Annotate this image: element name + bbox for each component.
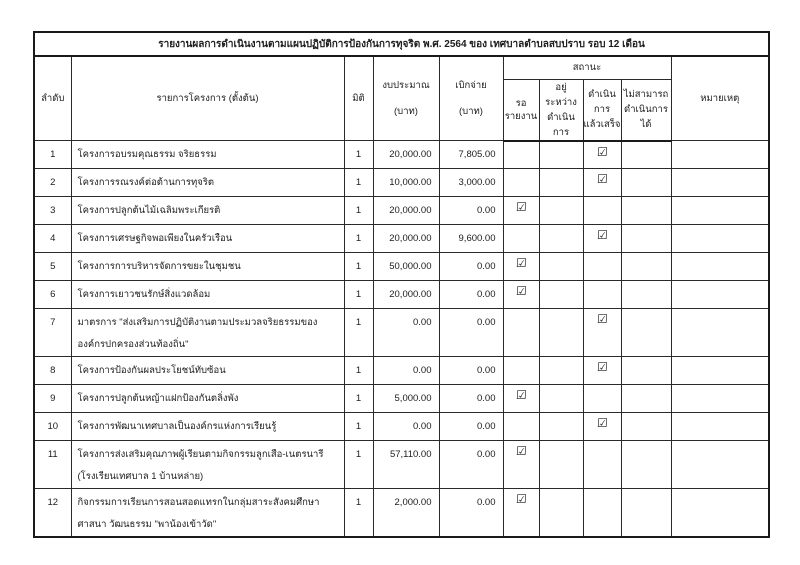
checkbox-check-icon: ☑ — [596, 144, 608, 159]
status-cannot-cell — [621, 253, 671, 281]
checkbox-check-icon: ☑ — [596, 360, 608, 374]
table-row — [34, 169, 769, 197]
header-dimension: มิติ — [344, 56, 373, 141]
status-cannot-cell — [621, 357, 671, 385]
row-number-cell: 9 — [34, 385, 71, 413]
status-in-progress-cell — [539, 253, 583, 281]
table-row — [34, 281, 769, 309]
header-no: ลำดับ — [34, 56, 71, 141]
spent-cell: 0.00 — [439, 281, 503, 309]
project-name-cell: โครงการพัฒนาเทศบาลเป็นองค์กรแห่งการเรียนรู้ — [71, 413, 344, 441]
status-in-progress-cell — [539, 441, 583, 489]
row-number-cell: 5 — [34, 253, 71, 281]
status-waiting-cell — [503, 357, 539, 385]
dimension-cell: 1 — [344, 441, 373, 489]
checkbox-check-icon: ☑ — [515, 492, 527, 506]
dimension-cell: 1 — [344, 253, 373, 281]
dimension-cell: 1 — [344, 489, 373, 538]
dimension-cell: 1 — [344, 385, 373, 413]
budget-cell: 20,000.00 — [373, 225, 439, 253]
checkbox-check-icon: ☑ — [596, 312, 608, 326]
spent-cell: 0.00 — [439, 357, 503, 385]
remark-cell — [671, 141, 769, 169]
status-done-cell — [583, 489, 621, 538]
table-row — [34, 489, 769, 538]
budget-cell: 20,000.00 — [373, 141, 439, 169]
header-status-done-line2: แล้วเสร็จ — [583, 119, 621, 130]
status-in-progress-cell — [539, 141, 583, 169]
status-waiting-cell — [503, 413, 539, 441]
status-done-cell — [583, 441, 621, 489]
status-in-progress-cell — [539, 489, 583, 538]
budget-cell: 20,000.00 — [373, 281, 439, 309]
page-title: รายงานผลการดำเนินงานตามแผนปฏิบัติการป้องกันการทุจริต พ.ศ. 2564 ของ เทศบาลตำบลสบปราบ รอบ 12 เดือน — [34, 32, 769, 56]
checkbox-check-icon: ☑ — [596, 416, 608, 430]
budget-cell: 0.00 — [373, 309, 439, 357]
status-waiting-cell — [503, 225, 539, 253]
spent-cell: 0.00 — [439, 385, 503, 413]
spent-cell: 0.00 — [439, 441, 503, 489]
row-number-cell: 2 — [34, 169, 71, 197]
status-waiting-cell — [503, 141, 539, 169]
status-waiting-cell — [503, 441, 539, 489]
checkbox-check-icon: ☑ — [515, 200, 527, 214]
header-status-done-line1: ดำเนินการ — [588, 89, 616, 115]
dimension-cell: 1 — [344, 357, 373, 385]
status-cannot-cell — [621, 441, 671, 489]
status-cannot-cell — [621, 225, 671, 253]
row-number-cell: 10 — [34, 413, 71, 441]
status-cannot-cell — [621, 489, 671, 538]
header-status-cannot — [621, 79, 671, 141]
row-number-cell: 1 — [34, 141, 71, 169]
table-row — [34, 225, 769, 253]
budget-cell: 0.00 — [373, 413, 439, 441]
checkbox-check-icon: ☑ — [596, 228, 608, 242]
remark-cell — [671, 253, 769, 281]
status-done-cell — [583, 357, 621, 385]
status-waiting-cell — [503, 281, 539, 309]
checkbox-check-icon: ☑ — [515, 256, 527, 270]
table-row — [34, 385, 769, 413]
status-in-progress-cell — [539, 225, 583, 253]
project-name-cell: มาตรการ "ส่งเสริมการปฏิบัติงานตามประมวลจริยธรรมขององค์กรปกครองส่วนท้องถิ่น" — [71, 309, 344, 357]
budget-cell: 20,000.00 — [373, 197, 439, 225]
table-body — [34, 141, 769, 538]
checkbox-check-icon: ☑ — [515, 284, 527, 298]
header-status-in-progress — [539, 79, 583, 141]
table-row — [34, 357, 769, 385]
table-row — [34, 413, 769, 441]
project-name-cell: โครงการการบริหารจัดการขยะในชุมชน — [71, 253, 344, 281]
status-in-progress-cell — [539, 357, 583, 385]
project-name-cell: กิจกรรมการเรียนการสอนสอดแทรกในกลุ่มสาระสังคมศึกษาศาสนา วัฒนธรรม "พาน้องเข้าวัด" — [71, 489, 344, 538]
header-status-cannot-line1: ไม่สามารถ — [623, 89, 669, 100]
project-name-cell: โครงการปลูกต้นหญ้าแฝกป้องกันตลิ่งพัง — [71, 385, 344, 413]
header-budget — [373, 56, 439, 141]
dimension-cell: 1 — [344, 197, 373, 225]
status-done-cell — [583, 281, 621, 309]
spent-cell: 0.00 — [439, 489, 503, 538]
checkbox-check-icon: ☑ — [596, 172, 608, 186]
status-waiting-cell — [503, 489, 539, 538]
dimension-cell: 1 — [344, 225, 373, 253]
dimension-cell: 1 — [344, 169, 373, 197]
budget-cell: 5,000.00 — [373, 385, 439, 413]
remark-cell — [671, 489, 769, 538]
status-in-progress-cell — [539, 281, 583, 309]
dimension-cell: 1 — [344, 281, 373, 309]
spent-cell: 7,805.00 — [439, 141, 503, 169]
header-status-waiting: รอรายงาน — [503, 79, 539, 141]
status-cannot-cell — [621, 197, 671, 225]
table-row — [34, 441, 769, 489]
header-project: รายการโครงการ (ตั้งต้น) — [71, 56, 344, 141]
status-waiting-cell — [503, 309, 539, 357]
budget-cell: 50,000.00 — [373, 253, 439, 281]
status-cannot-cell — [621, 413, 671, 441]
status-cannot-cell — [621, 141, 671, 169]
status-waiting-cell — [503, 197, 539, 225]
status-done-cell — [583, 309, 621, 357]
status-in-progress-cell — [539, 309, 583, 357]
remark-cell — [671, 413, 769, 441]
status-cannot-cell — [621, 281, 671, 309]
table-row — [34, 141, 769, 169]
dimension-cell: 1 — [344, 413, 373, 441]
header-remark: หมายเหตุ — [671, 56, 769, 141]
status-cannot-cell — [621, 385, 671, 413]
project-name-cell: โครงการป้องกันผลประโยชน์ทับซ้อน — [71, 357, 344, 385]
header-status-cannot-line2: ดำเนินการได้ — [624, 104, 668, 130]
status-cannot-cell — [621, 169, 671, 197]
table-row — [34, 309, 769, 357]
row-number-cell: 8 — [34, 357, 71, 385]
status-cannot-cell — [621, 309, 671, 357]
row-number-cell: 12 — [34, 489, 71, 538]
row-number-cell: 4 — [34, 225, 71, 253]
title-row — [34, 32, 769, 56]
project-name-cell: โครงการเยาวชนรักษ์สิ่งแวดล้อม — [71, 281, 344, 309]
budget-cell: 57,110.00 — [373, 441, 439, 489]
spent-cell: 9,600.00 — [439, 225, 503, 253]
remark-cell — [671, 225, 769, 253]
project-name-cell: โครงการปลูกต้นไม้เฉลิมพระเกียรติ — [71, 197, 344, 225]
status-done-cell — [583, 169, 621, 197]
project-name-cell: โครงการเศรษฐกิจพอเพียงในครัวเรือน — [71, 225, 344, 253]
table-row — [34, 197, 769, 225]
status-in-progress-cell — [539, 169, 583, 197]
row-number-cell: 3 — [34, 197, 71, 225]
status-done-cell — [583, 413, 621, 441]
checkbox-check-icon: ☑ — [515, 444, 527, 458]
remark-cell — [671, 197, 769, 225]
status-done-cell — [583, 197, 621, 225]
row-number-cell: 11 — [34, 441, 71, 489]
header-status-in-progress-line2: ดำเนินการ — [547, 111, 575, 138]
project-name-cell: โครงการรณรงค์ต่อต้านการทุจริต — [71, 169, 344, 197]
dimension-cell: 1 — [344, 141, 373, 169]
header-spent — [439, 56, 503, 141]
status-done-cell — [583, 225, 621, 253]
remark-cell — [671, 169, 769, 197]
header-budget-line2: (บาท) — [394, 105, 418, 117]
remark-cell — [671, 385, 769, 413]
status-waiting-cell — [503, 385, 539, 413]
table-row — [34, 253, 769, 281]
spent-cell: 0.00 — [439, 253, 503, 281]
row-number-cell: 7 — [34, 309, 71, 357]
header-spent-line1: เบิกจ่าย — [455, 79, 487, 91]
budget-cell: 10,000.00 — [373, 169, 439, 197]
status-in-progress-cell — [539, 197, 583, 225]
row-number-cell: 6 — [34, 281, 71, 309]
spent-cell: 3,000.00 — [439, 169, 503, 197]
spent-cell: 0.00 — [439, 197, 503, 225]
status-waiting-cell — [503, 253, 539, 281]
status-in-progress-cell — [539, 385, 583, 413]
project-name-cell: โครงการส่งเสริมคุณภาพผู้เรียนตามกิจกรรมลูกเสือ-เนตรนารี (โรงเรียนเทศบาล 1 บ้านหล่าย) — [71, 441, 344, 489]
header-budget-line1: งบประมาณ — [382, 79, 430, 91]
budget-cell: 2,000.00 — [373, 489, 439, 538]
dimension-cell: 1 — [344, 309, 373, 357]
header-row-main — [34, 56, 769, 79]
performance-report-table — [33, 31, 770, 538]
header-status-group: สถานะ — [503, 56, 671, 79]
status-done-cell — [583, 141, 621, 169]
remark-cell — [671, 309, 769, 357]
remark-cell — [671, 357, 769, 385]
header-status-in-progress-line1: อยู่ระหว่าง — [545, 81, 577, 108]
remark-cell — [671, 281, 769, 309]
status-waiting-cell — [503, 169, 539, 197]
spent-cell: 0.00 — [439, 413, 503, 441]
budget-cell: 0.00 — [373, 357, 439, 385]
header-status-done — [583, 79, 621, 141]
status-done-cell — [583, 385, 621, 413]
remark-cell — [671, 441, 769, 489]
project-name-cell: โครงการอบรมคุณธรรม จริยธรรม — [71, 141, 344, 169]
header-spent-line2: (บาท) — [459, 105, 483, 117]
checkbox-check-icon: ☑ — [515, 388, 527, 402]
spent-cell: 0.00 — [439, 309, 503, 357]
status-in-progress-cell — [539, 413, 583, 441]
status-done-cell — [583, 253, 621, 281]
